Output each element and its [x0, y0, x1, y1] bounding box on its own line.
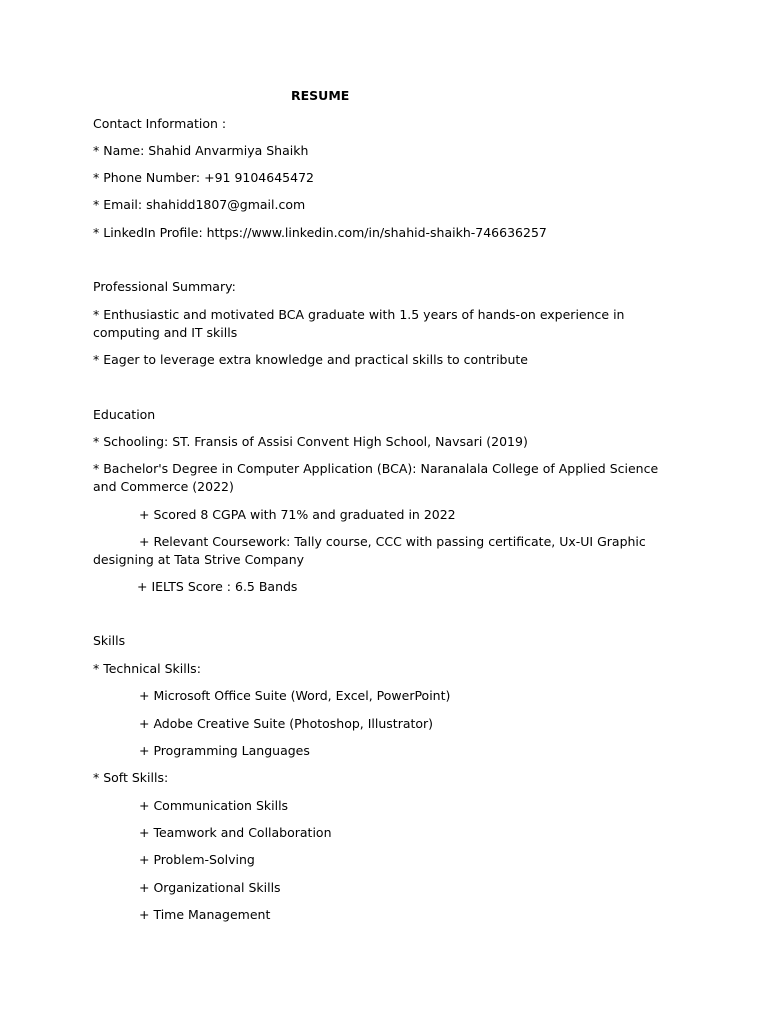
- resume-title: RESUME: [291, 88, 350, 103]
- soft-skill-item: + Time Management: [139, 907, 271, 922]
- soft-skill-item: + Organizational Skills: [139, 880, 281, 895]
- education-heading: Education: [93, 407, 156, 422]
- summary-item: * Enthusiastic and motivated BCA graduate with 1.5 years of hands-on experience in computing and IT skills: [93, 307, 625, 340]
- contact-heading: Contact Information :: [93, 116, 227, 131]
- contact-email: * Email: shahidd1807@gmail.com: [93, 197, 306, 212]
- summary-heading: Professional Summary:: [93, 279, 236, 294]
- soft-skill-item: + Problem-Solving: [139, 852, 255, 867]
- soft-skill-item: + Teamwork and Collaboration: [139, 825, 332, 840]
- education-schooling: * Schooling: ST. Fransis of Assisi Convent High School, Navsari (2019): [93, 434, 528, 449]
- contact-phone: * Phone Number: +91 9104645472: [93, 170, 314, 185]
- soft-skill-item: + Communication Skills: [139, 798, 289, 813]
- technical-skill-item: + Adobe Creative Suite (Photoshop, Illustrator): [139, 716, 434, 731]
- skills-heading: Skills: [93, 633, 126, 648]
- summary-item: * Eager to leverage extra knowledge and practical skills to contribute: [93, 352, 528, 367]
- contact-name: * Name: Shahid Anvarmiya Shaikh: [93, 143, 309, 158]
- soft-skills-heading: * Soft Skills:: [93, 770, 169, 785]
- education-detail: + Relevant Coursework: Tally course, CCC with passing certificate, Ux-UI Graphic designing at Tata Strive Company: [93, 534, 646, 567]
- technical-skill-item: + Programming Languages: [139, 743, 310, 758]
- technical-skill-item: + Microsoft Office Suite (Word, Excel, PowerPoint): [139, 688, 451, 703]
- education-degree: * Bachelor's Degree in Computer Application (BCA): Naranalala College of Applied Science and Commerce (2022): [93, 461, 659, 494]
- contact-linkedin: * LinkedIn Profile: https://www.linkedin.com/in/shahid-shaikh-746636257: [93, 225, 547, 240]
- education-detail: + Scored 8 CGPA with 71% and graduated in 2022: [139, 507, 456, 522]
- technical-skills-heading: * Technical Skills:: [93, 661, 201, 676]
- education-detail: + IELTS Score : 6.5 Bands: [137, 579, 298, 594]
